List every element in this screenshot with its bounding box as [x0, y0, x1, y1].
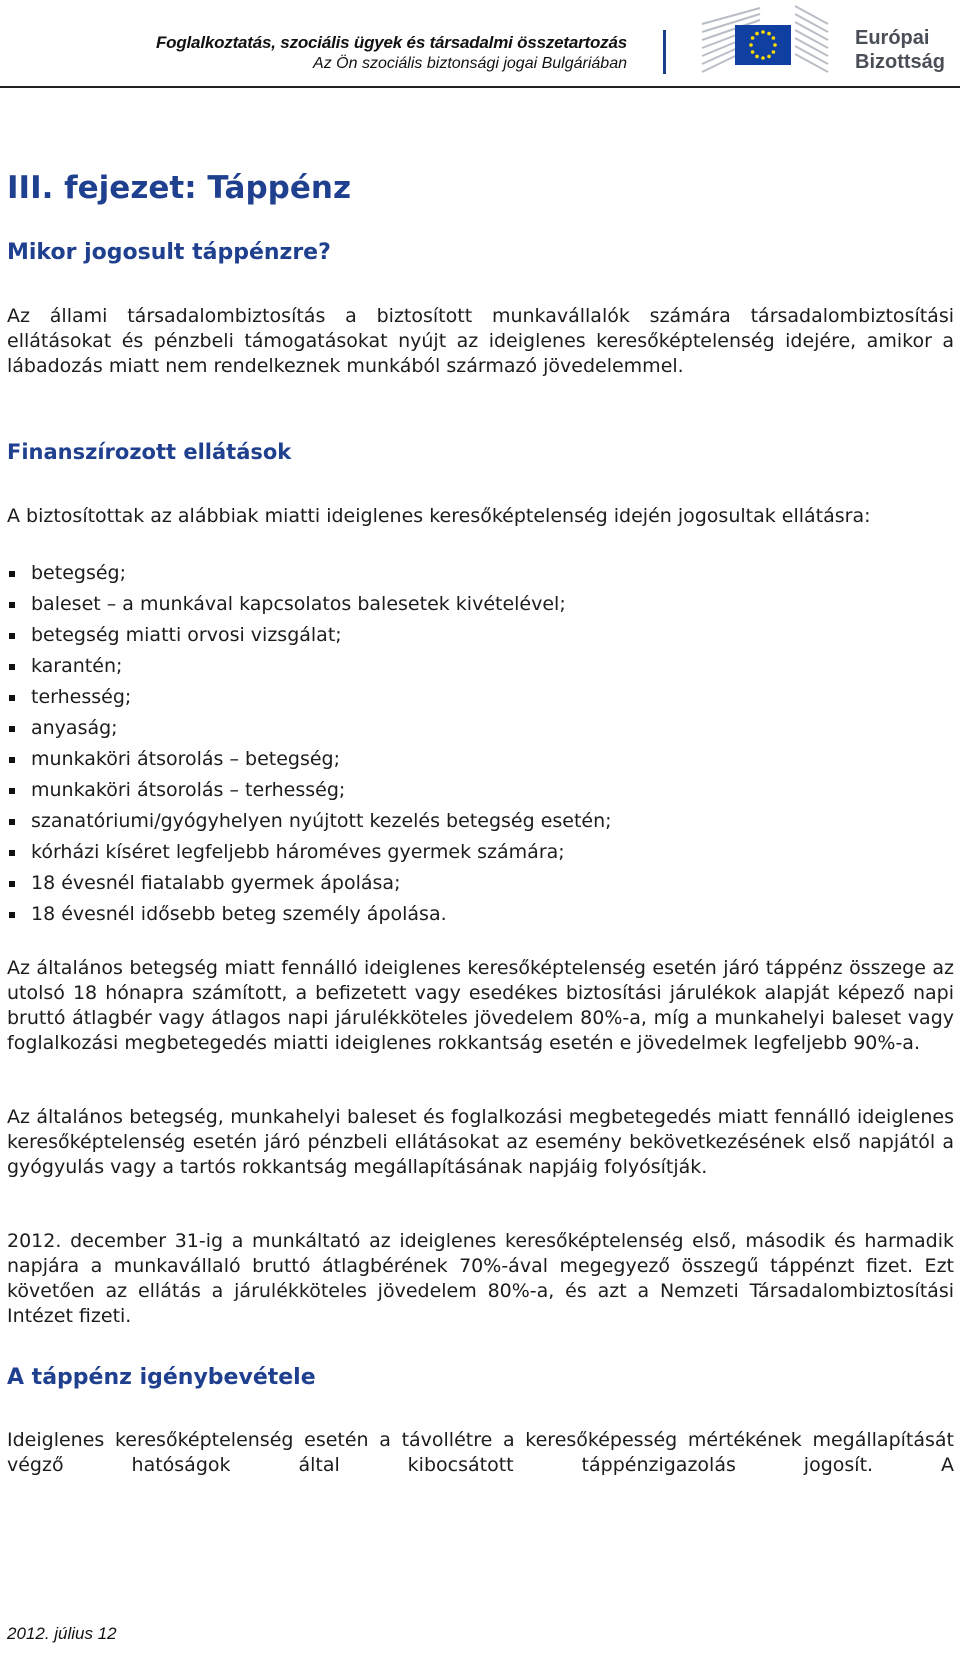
sick-pay-amount-paragraph: Az általános betegség miatt fennálló ideiglenes keresőképtelenség esetén járó táppénz összege az utolsó 18 hónapra számított, a befizetett vagy esedékes biztosítási járulékok alapját képező napi bruttó átlagbér vagy átlagos napi járulékköteles jövedelem 80%-a, míg a munkahelyi baleset vagy foglalkozási megbetegedés miatti ideiglenes rokkantság esetén e jövedelmek legfeljebb 90%-a.	[7, 957, 954, 1054]
list-item: 18 évesnél idősebb beteg személy ápolása.	[7, 899, 612, 930]
financed-intro: A biztosítottak az alábbiak miatti ideiglenes keresőképtelenség idején jogosultak ellátásra:	[7, 505, 871, 527]
logo-divider	[663, 30, 666, 74]
list-item: betegség miatti orvosi vizsgálat;	[7, 620, 612, 651]
list-item: 18 évesnél fiatalabb gyermek ápolása;	[7, 868, 612, 899]
header-divider	[0, 86, 960, 88]
list-item: anyaság;	[7, 713, 612, 744]
heading-eligibility: Mikor jogosult táppénzre?	[7, 240, 331, 265]
european-commission-wordmark	[855, 26, 945, 74]
claiming-paragraph: Ideiglenes keresőképtelenség esetén a távollétre a keresőképesség mértékének megállapítását végző hatóságok által kibocsátott táppénzigazolás jogosít. A	[7, 1429, 954, 1476]
heading-financed-benefits: Finanszírozott ellátások	[7, 440, 292, 464]
list-item: betegség;	[7, 558, 612, 589]
brand-line-2: Bizottság	[855, 51, 945, 73]
list-item: munkaköri átsorolás – terhesség;	[7, 775, 612, 806]
chapter-title: III. fejezet: Táppénz	[7, 170, 351, 206]
brand-line-1: Európai	[855, 27, 930, 49]
heading-claiming: A táppénz igénybevétele	[7, 1365, 316, 1390]
eligibility-paragraph: Az állami társadalombiztosítás a biztosított munkavállalók számára társadalombiztosítási ellátásokat és pénzbeli támogatásokat nyújt az ideiglenes keresőképtelenség idejére, amikor a lábadozás miatt nem rendelkeznek munkából származó jövedelemmel.	[7, 305, 954, 377]
list-item: kórházi kíséret legfeljebb hároméves gyermek számára;	[7, 837, 612, 868]
employer-payment-paragraph: 2012. december 31-ig a munkáltató az ideiglenes keresőképtelenség első, második és harmadik napjára a munkavállaló bruttó átlagbérének 70%-ával megegyező összegű táppénzt fizet. Ezt követően az ellátás a járulékköteles jövedelem 80%-a, és azt a Nemzeti Társadalombiztosítási Intézet fizeti.	[7, 1230, 954, 1327]
list-item: karantén;	[7, 651, 612, 682]
benefit-duration-paragraph: Az általános betegség, munkahelyi baleset és foglalkozási megbetegedés miatt fennálló ideiglenes keresőképtelenség esetén járó pénzbeli ellátásokat az esemény bekövetkezésének első napjától a gyógyulás vagy a tartós rokkantság megállapításának napjáig folyósítják.	[7, 1106, 954, 1178]
list-item: munkaköri átsorolás – betegség;	[7, 744, 612, 775]
header-title: Foglalkoztatás, szociális ügyek és társadalmi összetartozás	[155, 33, 627, 52]
header-subtitle: Az Ön szociális biztonsági jogai Bulgáriában	[313, 55, 627, 72]
list-item: terhesség;	[7, 682, 612, 713]
header-titles	[156, 32, 627, 74]
list-item: szanatóriumi/gyógyhelyen nyújtott kezelés betegség esetén;	[7, 806, 612, 837]
benefit-list	[7, 558, 612, 930]
list-item: baleset – a munkával kapcsolatos balesetek kivételével;	[7, 589, 612, 620]
eu-flag-icon	[735, 25, 791, 65]
page-header	[0, 0, 960, 88]
footer-date-page: 2012. július 12	[7, 1624, 117, 1643]
